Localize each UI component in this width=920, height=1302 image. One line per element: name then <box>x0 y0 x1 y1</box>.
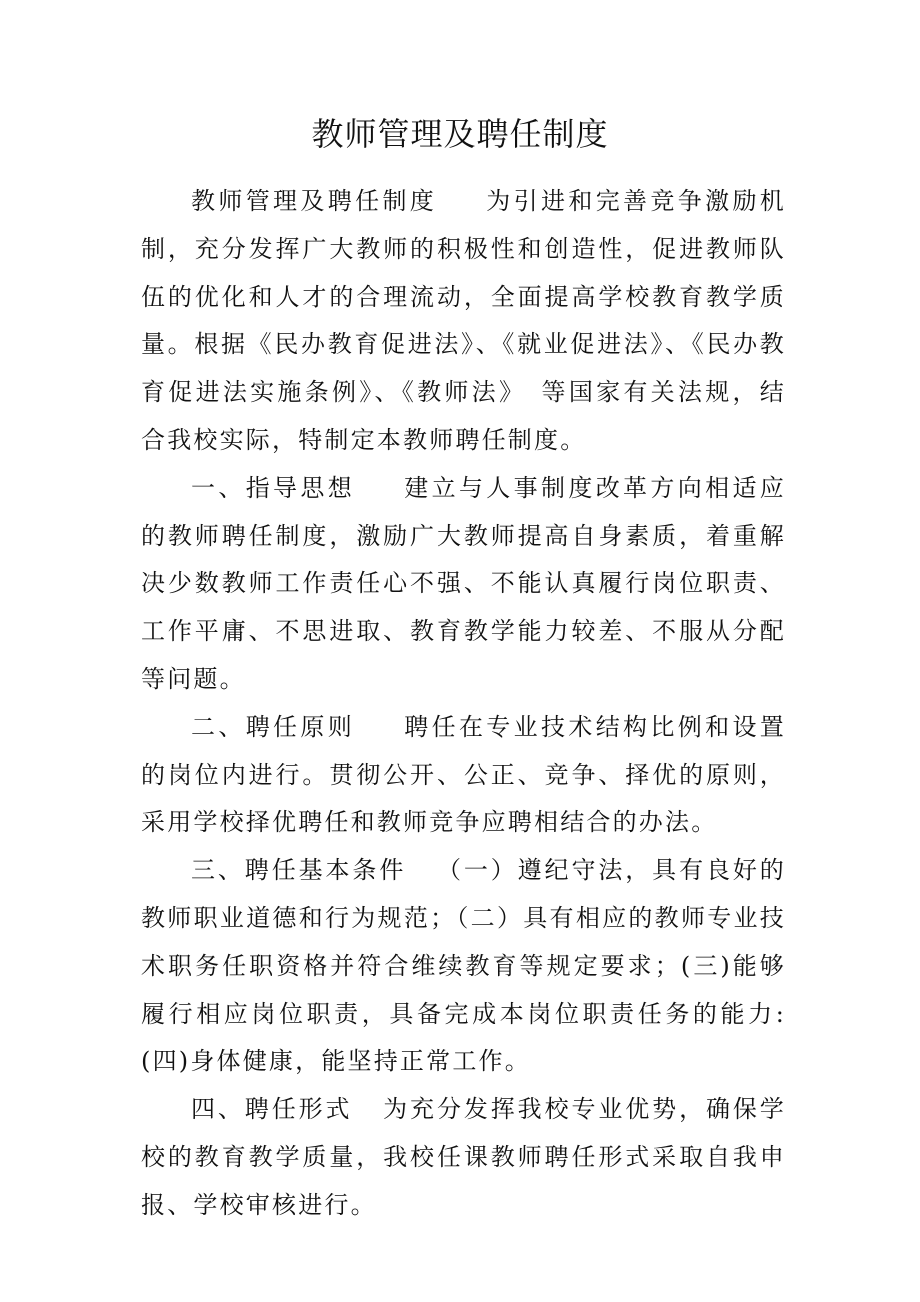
paragraph-basic-conditions <box>141 847 786 1086</box>
paragraph-text: 为引进和完善竞争激励机制，充分发挥广大教师的积极性和创造性，促进教师队伍的优化和人才的合理流动，全面提高学校教育教学质量。根据《民办教育促进法》、《就业促进法》、《民办教育促进法实施条例》、《教师法》 等国家有关法规，结合我校实际，特制定本教师聘任制度。 <box>141 187 786 454</box>
paragraph-text: 为充分发挥我校专业优势，确保学校的教育教学质量，我校任课教师聘任形式采取自我申报、学校审核进行。 <box>141 1095 787 1219</box>
paragraph-text: 建立与人事制度改革方向相适应的教师聘任制度，激励广大教师提高自身素质，着重解决少数教师工作责任心不强、不能认真履行岗位职责、工作平庸、不思进取、教育教学能力较差、不服从分配等问题。 <box>141 473 786 693</box>
document-body <box>141 178 786 1230</box>
paragraph-heading: 二、聘任原则 <box>191 712 356 741</box>
paragraph-appointment-principles <box>141 704 786 847</box>
paragraph-heading: 一、指导思想 <box>191 473 356 502</box>
paragraph-heading: 三、聘任基本条件 <box>191 856 407 885</box>
paragraph-guiding-ideology <box>141 465 786 704</box>
paragraph-text: 聘任在专业技术结构比例和设置的岗位内进行。贯彻公开、公正、竞争、择优的原则，采用学校择优聘任和教师竞争应聘相结合的办法。 <box>141 712 786 837</box>
document-title: 教师管理及聘任制度 <box>311 115 609 153</box>
paragraph-heading: 四、聘任形式 <box>191 1095 353 1124</box>
paragraph-appointment-form <box>141 1086 786 1229</box>
paragraph-text: （一）遵纪守法，具有良好的教师职业道德和行为规范；（二）具有相应的教师专业技术职务任职资格并符合维续教育等规定要求；(三)能够履行相应岗位职责，具备完成本岗位职责任务的能力:(四)身体健康，能坚持正常工作。 <box>141 856 786 1076</box>
paragraph-intro <box>141 178 786 465</box>
paragraph-heading: 教师管理及聘任制度 <box>191 187 438 215</box>
